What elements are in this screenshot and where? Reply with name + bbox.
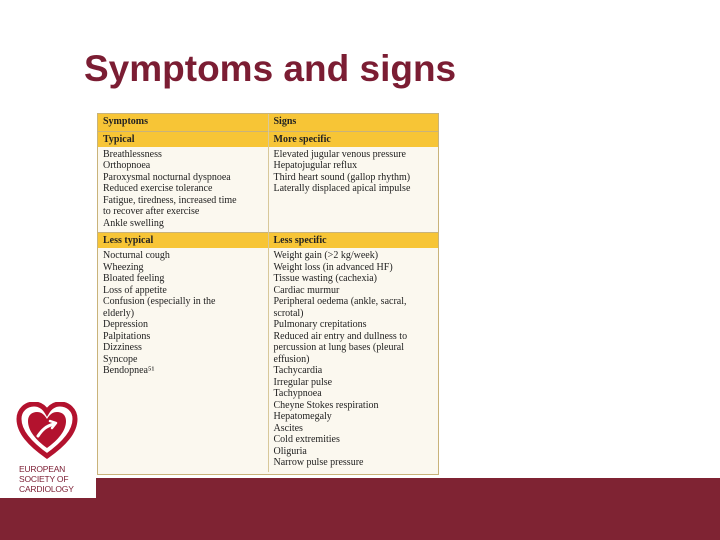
section-header-row bbox=[98, 131, 438, 147]
list-item: Fatigue, tiredness, increased time bbox=[103, 194, 237, 206]
list-item: effusion) bbox=[273, 353, 310, 365]
logo-line: EUROPEAN bbox=[19, 464, 66, 474]
list-item: Loss of appetite bbox=[103, 284, 167, 296]
list-item: Hepatojugular reflux bbox=[273, 160, 358, 171]
list-item: elderly) bbox=[103, 307, 135, 319]
section-body-row bbox=[98, 147, 438, 233]
list-item: Bendopnea⁵¹ bbox=[103, 365, 155, 376]
less-specific-signs-list bbox=[268, 248, 438, 472]
typical-symptoms-list bbox=[98, 147, 268, 233]
list-item: percussion at lung bases (pleural bbox=[273, 342, 405, 353]
list-item: Reduced exercise tolerance bbox=[103, 183, 213, 194]
list-item: Reduced air entry and dullness to bbox=[273, 330, 408, 342]
list-item: scrotal) bbox=[273, 307, 304, 319]
section-header-typical: Typical bbox=[98, 131, 268, 147]
section-header-less-typical: Less typical bbox=[98, 233, 268, 249]
list-item: Tachypnoea bbox=[273, 388, 322, 399]
logo-wordmark bbox=[19, 464, 95, 494]
column-header-symptoms: Symptoms bbox=[98, 114, 268, 131]
list-item: Ascites bbox=[273, 422, 303, 434]
symptoms-signs-table bbox=[97, 113, 439, 475]
logo-line: SOCIETY OF bbox=[19, 474, 69, 484]
list-item: Peripheral oedema (ankle, sacral, bbox=[273, 296, 407, 307]
list-item: Third heart sound (gallop rhythm) bbox=[273, 171, 411, 183]
list-item: Laterally displaced apical impulse bbox=[273, 183, 411, 194]
list-item: Syncope bbox=[103, 353, 138, 365]
column-header-signs: Signs bbox=[268, 114, 438, 131]
table-header-row bbox=[98, 114, 438, 131]
section-header-row bbox=[98, 233, 438, 249]
more-specific-signs-list bbox=[268, 147, 438, 233]
list-item: Dizziness bbox=[103, 342, 142, 353]
list-item: Weight loss (in advanced HF) bbox=[273, 261, 393, 273]
list-item: Breathlessness bbox=[103, 148, 162, 160]
list-item: Cheyne Stokes respiration bbox=[273, 399, 379, 411]
list-item: Oliguria bbox=[273, 445, 307, 457]
list-item: Ankle swelling bbox=[103, 217, 164, 229]
section-header-more-specific: More specific bbox=[268, 131, 438, 147]
list-item: Bloated feeling bbox=[103, 273, 165, 284]
list-item: Tachycardia bbox=[273, 365, 323, 376]
list-item: Weight gain (>2 kg/week) bbox=[273, 250, 379, 261]
section-header-less-specific: Less specific bbox=[268, 233, 438, 249]
page-title: Symptoms and signs bbox=[84, 48, 457, 89]
heart-logo-icon bbox=[16, 402, 78, 460]
logo-line: CARDIOLOGY bbox=[19, 484, 74, 494]
list-item: Confusion (especially in the bbox=[103, 296, 216, 307]
list-item: Nocturnal cough bbox=[103, 250, 170, 261]
less-typical-symptoms-list bbox=[98, 248, 268, 472]
list-item: Cold extremities bbox=[273, 434, 340, 445]
list-item: Elevated jugular venous pressure bbox=[273, 148, 406, 160]
list-item: Narrow pulse pressure bbox=[273, 457, 364, 468]
list-item: Tissue wasting (cachexia) bbox=[273, 273, 377, 284]
list-item: to recover after exercise bbox=[103, 206, 200, 217]
list-item: Wheezing bbox=[103, 261, 144, 273]
list-item: Palpitations bbox=[103, 330, 151, 342]
esc-logo bbox=[0, 380, 96, 498]
footer-bar bbox=[0, 478, 720, 540]
list-item: Irregular pulse bbox=[273, 376, 333, 388]
list-item: Pulmonary crepitations bbox=[273, 319, 367, 330]
list-item: Paroxysmal nocturnal dyspnoea bbox=[103, 171, 231, 183]
list-item: Hepatomegaly bbox=[273, 411, 332, 422]
list-item: Depression bbox=[103, 319, 148, 330]
section-body-row bbox=[98, 248, 438, 472]
list-item: Cardiac murmur bbox=[273, 284, 340, 296]
list-item: Orthopnoea bbox=[103, 160, 151, 171]
